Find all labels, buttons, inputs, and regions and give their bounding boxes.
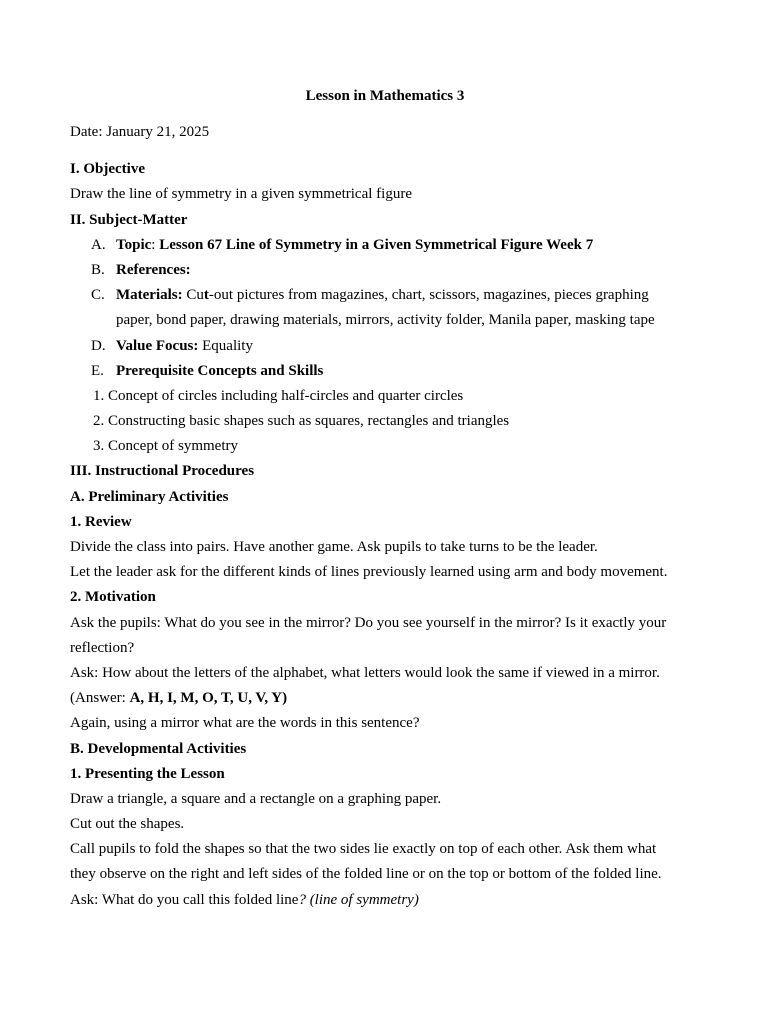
list-marker: B. bbox=[91, 261, 105, 278]
topic-item bbox=[70, 233, 710, 258]
list-marker: A. bbox=[91, 236, 106, 253]
references-label: References: bbox=[116, 261, 191, 278]
document-page bbox=[70, 84, 710, 913]
prerequisite-skill-2: 2. Constructing basic shapes such as squares, rectangles and triangles bbox=[93, 413, 510, 430]
topic-colon: : bbox=[151, 236, 160, 253]
answer-letters: A, H, I, M, O, T, U, V, Y) bbox=[129, 690, 288, 707]
presenting-line-4: they observe on the right and left sides of the folded line or on the top or bottom of the folded line. bbox=[70, 866, 662, 883]
motivation-heading: 2. Motivation bbox=[70, 589, 156, 606]
presenting-line-1: Draw a triangle, a square and a rectangle on a graphing paper. bbox=[70, 790, 442, 807]
materials-value-bold-t: t bbox=[203, 287, 209, 304]
review-line-1: Divide the class into pairs. Have another game. Ask pupils to take turns to be the leader. bbox=[70, 539, 598, 555]
materials-value-part1: Cu bbox=[182, 287, 204, 304]
presenting-line-2: Cut out the shapes. bbox=[70, 816, 185, 833]
prerequisite-label: Prerequisite Concepts and Skills bbox=[116, 362, 324, 379]
ask-answer: ? (line of symmetry) bbox=[298, 891, 419, 908]
materials-item bbox=[70, 283, 710, 308]
lesson-date: Date: January 21, 2025 bbox=[70, 124, 210, 140]
value-focus-item bbox=[70, 334, 710, 359]
preliminary-heading: A. Preliminary Activities bbox=[70, 488, 229, 505]
motivation-answer bbox=[70, 686, 710, 711]
subject-matter-heading: II. Subject-Matter bbox=[70, 211, 188, 228]
review-line-2: Let the leader ask for the different kinds of lines previously learned using arm and body movement. bbox=[70, 564, 668, 581]
ask-prefix: Ask: What do you call this folded line bbox=[70, 891, 299, 908]
developmental-heading: B. Developmental Activities bbox=[70, 740, 247, 757]
materials-value-part2: -out pictures from magazines, chart, scissors, magazines, pieces graphing bbox=[208, 287, 649, 304]
prerequisite-skill-1: 1. Concept of circles including half-circles and quarter circles bbox=[93, 387, 464, 404]
materials-label: Materials: bbox=[116, 287, 183, 304]
value-focus-value: Equality bbox=[198, 337, 253, 354]
objective-text: Draw the line of symmetry in a given symmetrical figure bbox=[70, 186, 412, 203]
list-marker: D. bbox=[91, 337, 106, 354]
materials-value-line2: paper, bond paper, drawing materials, mirrors, activity folder, Manila paper, masking tape bbox=[116, 312, 655, 329]
topic-label: Topic bbox=[116, 236, 152, 253]
document-title: Lesson in Mathematics 3 bbox=[305, 88, 465, 104]
references-item bbox=[70, 258, 710, 283]
motivation-line-5: Again, using a mirror what are the words in this sentence? bbox=[70, 715, 420, 732]
list-marker: C. bbox=[91, 287, 105, 304]
list-marker: E. bbox=[91, 362, 104, 379]
answer-prefix: (Answer: bbox=[70, 690, 130, 707]
presenting-ask bbox=[70, 888, 710, 913]
presenting-line-3: Call pupils to fold the shapes so that the two sides lie exactly on top of each other. Ask them what bbox=[70, 841, 657, 858]
objective-heading: I. Objective bbox=[70, 161, 145, 178]
procedures-heading: III. Instructional Procedures bbox=[70, 463, 255, 480]
value-focus-label: Value Focus: bbox=[116, 337, 199, 354]
prerequisite-skill-3: 3. Concept of symmetry bbox=[93, 438, 238, 455]
motivation-line-1: Ask the pupils: What do you see in the mirror? Do you see yourself in the mirror? Is it exactly your bbox=[70, 614, 667, 631]
topic-value: Lesson 67 Line of Symmetry in a Given Symmetrical Figure Week 7 bbox=[159, 236, 594, 253]
motivation-line-3: Ask: How about the letters of the alphabet, what letters would look the same if viewed in a mirror. bbox=[70, 664, 660, 681]
motivation-line-2: reflection? bbox=[70, 639, 135, 656]
presenting-heading: 1. Presenting the Lesson bbox=[70, 765, 225, 782]
review-heading: 1. Review bbox=[70, 513, 132, 530]
prerequisite-item bbox=[70, 359, 710, 384]
